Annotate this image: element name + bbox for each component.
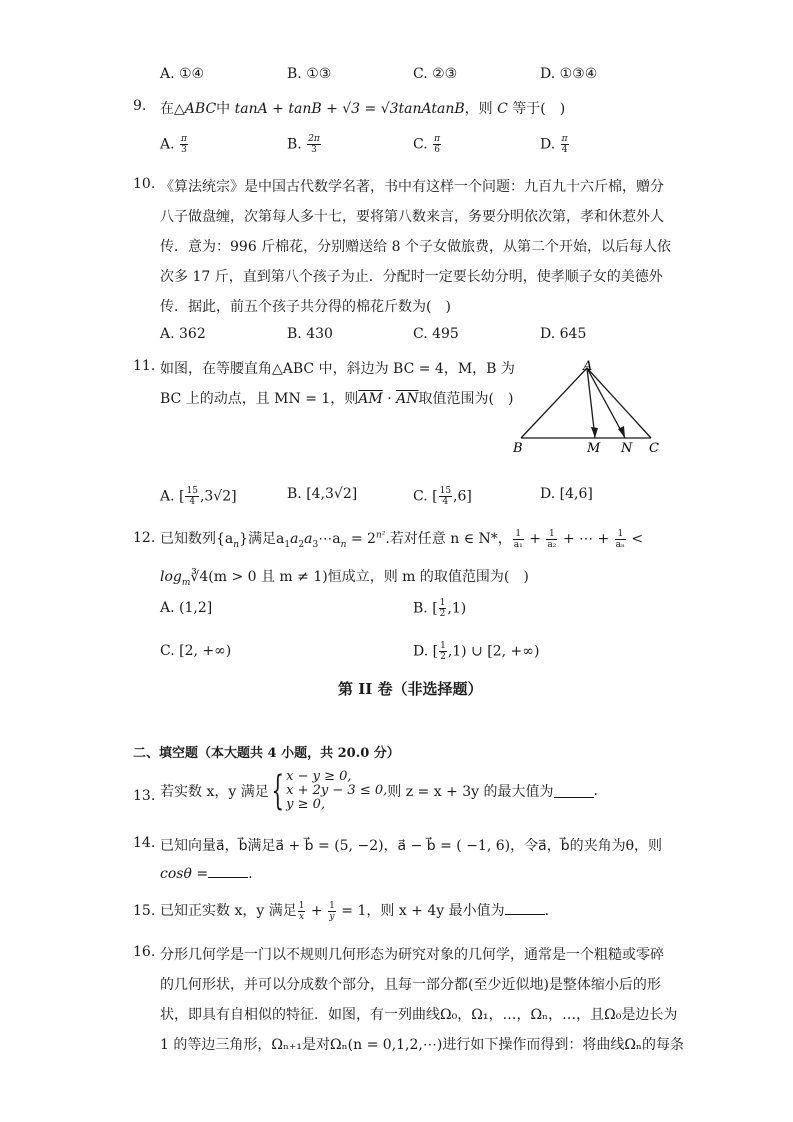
label-c: C [649, 441, 659, 456]
q9-option-b: B. $\frac{2\pi}{3}$ [287, 134, 320, 155]
q11-option-d: D. [4,6] [540, 486, 593, 502]
q10-line: 传．据此，前五个孩子共分得的棉花斤数为( ) [160, 299, 451, 315]
q16-line: 1 的等边三角形，Ωₙ₊₁是对Ωₙ(n = 0,1,2,⋯)进行如下操作而得到：将曲线Ωₙ的每条 [160, 1037, 684, 1053]
q12-option-a: A. (1,2] [160, 600, 213, 616]
q11-number: 11. [133, 358, 156, 374]
q10-line: 传．意为：996 斤棉花，分别赠送给 8 个子女做旅费，从第二个开始，以后每人依 [160, 239, 671, 255]
q16-line: 状，即具有自相似的特征．如图，有一列曲线Ω₀，Ω₁，…，Ωₙ，…，且Ω₀是边长为 [160, 1007, 678, 1023]
q8-option-a: A. ①④ [160, 66, 205, 82]
q11-line2: BC 上的动点，且 MN = 1，则$\overline{AM} \cdot \overline{AN}$取值范围为( ) [160, 391, 514, 407]
q10-option-c: C. 495 [413, 326, 459, 342]
q10-option-d: D. 645 [540, 326, 587, 342]
q16-number: 16. [133, 944, 156, 960]
q15-stem: 已知正实数 x，y 满足 $\frac{1}{x}$ + $\frac{1}{y}$ = 1，则 x + 4y 最小值为 . [160, 900, 550, 922]
q9-option-a: A. $\frac{\pi}{3}$ [160, 134, 187, 155]
q10-line: 《算法统宗》是中国古代数学名著，书中有这样一个问题：九百九十六斤棉，赠分 [160, 179, 664, 195]
q12-option-d: D. [ $\frac{1}{2}$ ,1) ∪ [2, +∞) [413, 641, 540, 662]
q12-number: 12. [133, 530, 156, 546]
q14-line2: cosθ = . [160, 866, 253, 882]
q16-line: 的几何形状，并可以分成数个部分，且每一部分都(至少近似地)是整体缩小后的形 [160, 977, 661, 993]
q12-line2: $\log_m∛4(m > 0$ 且 m ≠ 1)恒成立，则 m 的取值范围为( ) [160, 569, 529, 588]
label-n: N [621, 441, 633, 456]
q9-stem: 在△ABC中 tanA + tanB + √3 = √3tanAtanB，则 C 等于( ) [160, 101, 566, 117]
side-ab [521, 368, 587, 438]
q13-number: 13. [133, 788, 156, 804]
q12-line1: 已知数列$\{a_n\}$满足$a_1a_2a_3\cdots a_n = 2^{n^2}$.若对任意 n ∈ N*， $\frac{1}{\text{a₁}}$ + $\frac{1}{\text{a₂}}$ + ⋯ + $\frac{1}{\text{aₙ}}$ < [160, 528, 644, 550]
q11-option-c: C. [ $\frac{15}{4}$ ,6] [413, 486, 472, 507]
q10-line: 次多 17 斤，直到第八个孩子为止．分配时一定要长幼分明，使孝顺子女的美德外 [160, 269, 663, 285]
q12-option-c: C. [2, +∞) [160, 643, 232, 659]
q8-option-b: B. ①③ [287, 66, 332, 82]
arrow-m [591, 427, 598, 438]
label-m: M [587, 441, 601, 456]
q9-option-d: D. $\frac{\pi}{4}$ [540, 134, 568, 155]
part-heading: 二、填空题（本大题共 4 小题，共 20.0 分） [133, 746, 400, 761]
q11-line1: 如图，在等腰直角△ABC 中，斜边为 BC = 4，M，B 为 [160, 361, 515, 377]
q8-option-d: D. ①③④ [540, 66, 598, 82]
q13-stem: 若实数 x，y 满足{ x − y ≥ 0, x + 2y − 3 ≤ 0, y ≥ 0, 则 z = x + 3y 的最大值为 . [160, 768, 598, 814]
label-b: B [513, 441, 523, 456]
q11-option-b: B. [4,3√2] [287, 486, 358, 502]
q14-line1: 已知向量a⃗，b⃗满足a⃗ + b⃗ = (5, −2)，a⃗ − b⃗ = ( −1, 6)，令a⃗，b⃗的夹角为θ，则 [160, 838, 663, 854]
q15-answer-blank[interactable] [505, 902, 545, 915]
q10-option-a: A. 362 [160, 326, 206, 342]
q10-number: 10. [133, 176, 156, 192]
q12-option-b: B. [ $\frac{1}{2}$ ,1) [413, 598, 467, 619]
q11-option-a: A. [ $\frac{15}{4}$ ,3√2] [160, 486, 237, 507]
q15-number: 15. [133, 903, 156, 919]
q9-number: 9. [133, 98, 147, 114]
q8-option-c: C. ②③ [413, 66, 458, 82]
q13-answer-blank[interactable] [554, 785, 594, 798]
label-a: A [583, 359, 593, 374]
section-title: 第 II 卷（非选择题） [338, 680, 483, 698]
q11-triangle-figure [505, 358, 675, 458]
q9-option-c: C. $\frac{\pi}{6}$ [413, 134, 441, 155]
q10-option-b: B. 430 [287, 326, 333, 342]
q16-line: 分形几何学是一门以不规则几何形态为研究对象的几何学，通常是一个粗糙或零碎 [160, 947, 664, 963]
q10-line: 八子做盘缠，次第每人多十七，要将第八数来言，务要分明依次第，孝和休惹外人 [160, 209, 664, 225]
q14-answer-blank[interactable] [208, 865, 248, 878]
q14-number: 14. [133, 835, 156, 851]
